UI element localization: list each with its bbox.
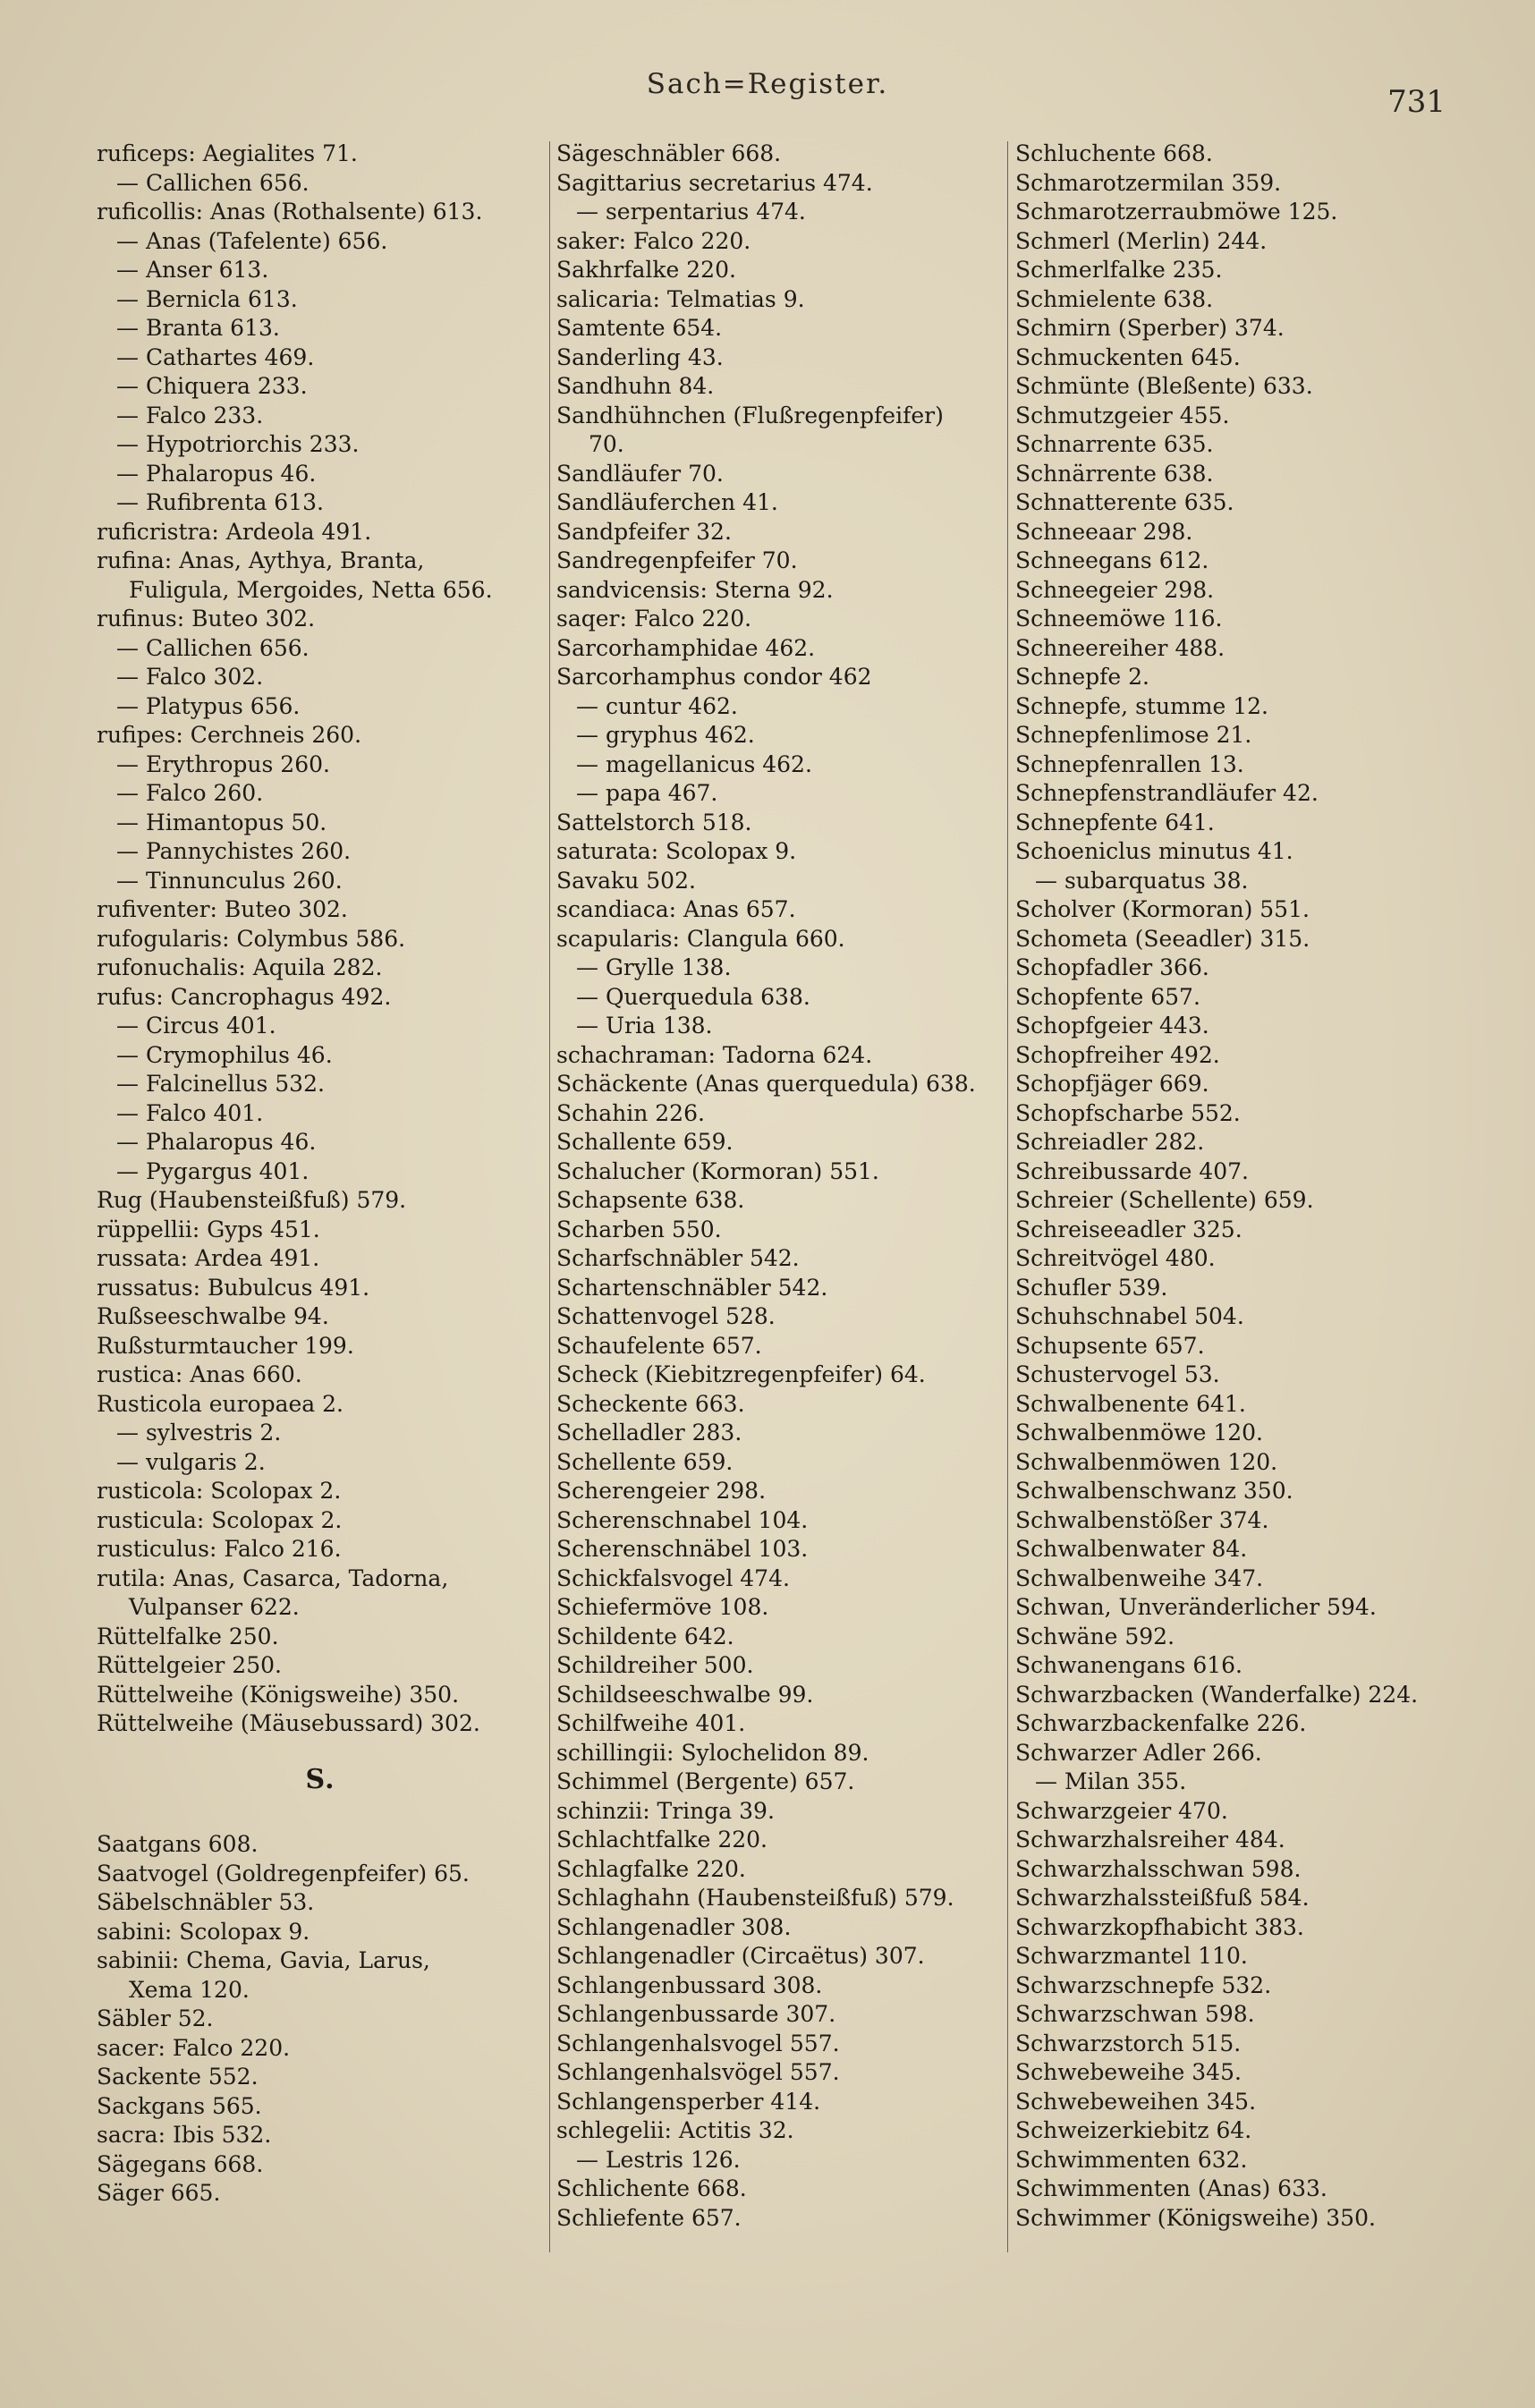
index-column-1 <box>97 140 544 2209</box>
index-entry: Schnarrente 635. <box>1015 431 1214 457</box>
index-subentry: — Himantopus 50. <box>116 809 327 835</box>
index-entry: Schimmel (Bergente) 657. <box>556 1768 855 1794</box>
index-entry: Rug (Haubensteißfuß) 579. <box>97 1187 407 1213</box>
column-rule <box>1007 141 1008 2252</box>
index-entry: rufogularis: Colymbus 586. <box>97 925 406 952</box>
index-entry: Schreibussarde 407. <box>1015 1157 1249 1184</box>
index-subentry: — Tinnunculus 260. <box>116 867 343 894</box>
index-entry: Schoeniclus minutus 41. <box>1015 838 1293 864</box>
index-entry: Sägegans 668. <box>97 2150 264 2177</box>
index-subentry: — papa 467. <box>576 780 718 806</box>
index-entry: Schopfadler 366. <box>1015 954 1209 980</box>
index-entry: Saatgans 608. <box>97 1831 259 1857</box>
index-entry: Schneeaar 298. <box>1015 518 1193 545</box>
index-entry: Schartenschnäbler 542. <box>556 1274 828 1301</box>
index-entry: russatus: Bubulcus 491. <box>97 1274 370 1301</box>
index-entry: Schopfgeier 443. <box>1015 1013 1209 1039</box>
index-entry: Sandhühnchen (Flußregenpfeifer) <box>556 402 944 428</box>
index-entry: Säbelschnäbler 53. <box>97 1889 315 1915</box>
index-entry: Schreier (Schellente) 659. <box>1015 1187 1314 1213</box>
index-entry: Schluchente 668. <box>1015 140 1213 166</box>
index-entry: Scherenschnabel 104. <box>556 1506 809 1533</box>
index-entry: ruficristra: Ardeola 491. <box>97 518 372 545</box>
index-entry: Schwimmenten 632. <box>1015 2146 1248 2173</box>
index-entry: rustica: Anas 660. <box>97 1361 302 1387</box>
index-entry: Schmarotzerraubmöwe 125. <box>1015 199 1338 225</box>
index-entry: Saatvogel (Goldregenpfeifer) 65. <box>97 1860 470 1887</box>
index-entry: saturata: Scolopax 9. <box>556 838 797 864</box>
index-entry: rutila: Anas, Casarca, Tadorna, <box>97 1564 449 1591</box>
index-entry: Schellente 659. <box>556 1448 734 1475</box>
index-subentry: — Branta 613. <box>116 315 280 341</box>
index-entry: Schopfjäger 669. <box>1015 1071 1209 1097</box>
index-entry: saker: Falco 220. <box>556 227 751 254</box>
index-entry: Schnepfe 2. <box>1015 664 1149 690</box>
index-entry: Schwarzkopfhabicht 383. <box>1015 1913 1304 1940</box>
index-entry: Schopfente 657. <box>1015 983 1200 1010</box>
index-entry: Schwimmer (Königsweihe) 350. <box>1015 2204 1376 2231</box>
index-entry: Schlangenadler 308. <box>556 1913 792 1940</box>
index-entry: Schwarzschnepfe 532. <box>1015 1971 1272 1998</box>
index-entry: Säbler 52. <box>97 2005 214 2031</box>
index-subentry: — Pannychistes 260. <box>116 838 352 864</box>
index-entry: salicaria: Telmatias 9. <box>556 285 805 312</box>
index-entry: Schmirn (Sperber) 374. <box>1015 315 1285 341</box>
index-entry: Schwalbenmöwe 120. <box>1015 1420 1263 1446</box>
index-entry: rufina: Anas, Aythya, Branta, <box>97 547 425 573</box>
index-subentry: — Crymophilus 46. <box>116 1041 333 1068</box>
index-subentry: — Callichen 656. <box>116 169 310 196</box>
index-entry: Sarcorhamphus condor 462 <box>556 664 872 690</box>
index-entry: Schuhschnabel 504. <box>1015 1303 1244 1329</box>
index-entry: Sackgans 565. <box>97 2092 262 2119</box>
index-entry: Schwalbenstößer 374. <box>1015 1506 1269 1533</box>
index-entry: Sandpfeifer 32. <box>556 518 732 545</box>
index-subentry: — Uria 138. <box>576 1013 713 1039</box>
index-entry: rufonuchalis: Aquila 282. <box>97 954 383 980</box>
index-entry: Schwarzbackenfalke 226. <box>1015 1710 1307 1736</box>
index-entry: Schreiseeadler 325. <box>1015 1216 1242 1242</box>
index-entry: Scheckente 663. <box>556 1390 745 1417</box>
index-subentry: — subarquatus 38. <box>1035 867 1249 894</box>
index-entry: Schildreiher 500. <box>556 1652 754 1678</box>
index-entry: Samtente 654. <box>556 315 723 341</box>
index-entry: Scharfschnäbler 542. <box>556 1245 800 1271</box>
index-entry: rüppellii: Gyps 451. <box>97 1216 320 1242</box>
index-entry: Schneereiher 488. <box>1015 634 1225 661</box>
index-entry-continuation: Fuligula, Mergoides, Netta 656. <box>129 576 493 603</box>
page-number: 731 <box>1387 84 1446 120</box>
index-subentry: — magellanicus 462. <box>576 750 812 777</box>
index-entry: Schnärrente 638. <box>1015 460 1214 487</box>
index-entry: Sakhrfalke 220. <box>556 257 736 283</box>
index-entry: Sandläuferchen 41. <box>556 489 778 515</box>
index-entry: Schlangenbussard 308. <box>556 1971 823 1998</box>
index-subentry: — Erythropus 260. <box>116 750 330 777</box>
index-entry: schachraman: Tadorna 624. <box>556 1041 873 1068</box>
index-entry: schinzii: Tringa 39. <box>556 1797 775 1824</box>
index-entry: Schlichente 668. <box>556 2175 747 2201</box>
index-entry: Schwarzbacken (Wanderfalke) 224. <box>1015 1681 1419 1708</box>
index-entry: Sandläufer 70. <box>556 460 724 487</box>
index-entry: rufus: Cancrophagus 492. <box>97 983 392 1010</box>
index-entry: Schmerl (Merlin) 244. <box>1015 227 1268 254</box>
index-subentry: — Anas (Tafelente) 656. <box>116 227 388 254</box>
index-entry: Schnepfenrallen 13. <box>1015 750 1244 777</box>
section-letter: S. <box>305 1763 335 1795</box>
index-subentry: — Grylle 138. <box>576 954 732 980</box>
index-entry: Schwalbenweihe 347. <box>1015 1564 1264 1591</box>
index-entry: Schwarzschwan 598. <box>1015 2001 1255 2027</box>
index-entry: Schwarzmantel 110. <box>1015 1943 1248 1969</box>
index-subentry: — vulgaris 2. <box>116 1448 266 1475</box>
index-entry: Schlachtfalke 220. <box>556 1827 768 1853</box>
index-entry: Scholver (Kormoran) 551. <box>1015 896 1310 922</box>
index-entry: Schwalbenschwanz 350. <box>1015 1478 1293 1504</box>
index-entry-continuation: 70. <box>589 431 624 457</box>
index-entry: Schildseeschwalbe 99. <box>556 1681 814 1708</box>
index-column-2 <box>556 140 1004 2233</box>
index-entry: Rusticola europaea 2. <box>97 1390 344 1417</box>
index-entry: sabini: Scolopax 9. <box>97 1918 310 1945</box>
index-entry: Schelladler 283. <box>556 1420 742 1446</box>
index-entry: Schwimmenten (Anas) 633. <box>1015 2175 1327 2201</box>
index-entry: Schnepfente 641. <box>1015 809 1215 835</box>
index-entry: Schwarzhalsschwan 598. <box>1015 1855 1302 1882</box>
index-entry: Schlagfalke 220. <box>556 1855 746 1882</box>
index-entry: Sattelstorch 518. <box>556 809 752 835</box>
index-entry: Rüttelweihe (Königsweihe) 350. <box>97 1681 460 1708</box>
index-entry: Schickfalsvogel 474. <box>556 1564 790 1591</box>
index-column-3 <box>1015 140 1463 2233</box>
column-rule <box>549 141 550 2252</box>
index-entry: Schwalbenente 641. <box>1015 1390 1246 1417</box>
index-entry: schillingii: Sylochelidon 89. <box>556 1739 869 1766</box>
index-subentry: — Platypus 656. <box>116 692 301 719</box>
index-entry: sacra: Ibis 532. <box>97 2122 272 2148</box>
index-entry: rusticulus: Falco 216. <box>97 1536 342 1562</box>
index-entry: Schometa (Seeadler) 315. <box>1015 925 1310 952</box>
index-subentry: — Bernicla 613. <box>116 285 298 312</box>
index-entry: Schmünte (Bleßente) 633. <box>1015 373 1313 399</box>
index-entry: Schlangenbussarde 307. <box>556 2001 836 2027</box>
index-entry: Schwarzer Adler 266. <box>1015 1739 1262 1766</box>
index-subentry: — sylvestris 2. <box>116 1420 282 1446</box>
index-entry: rufiventer: Buteo 302. <box>97 896 348 922</box>
index-entry: Schwarzhalssteißfuß 584. <box>1015 1885 1310 1911</box>
index-entry: sabinii: Chema, Gavia, Larus, <box>97 1947 430 1973</box>
index-entry: Schwalbenwater 84. <box>1015 1536 1248 1562</box>
index-entry: Schwarzgeier 470. <box>1015 1797 1228 1824</box>
index-entry: Schwanengans 616. <box>1015 1652 1242 1678</box>
index-entry: Sägeschnäbler 668. <box>556 140 782 166</box>
index-entry: saqer: Falco 220. <box>556 606 752 632</box>
index-entry-continuation: Xema 120. <box>129 1976 250 2003</box>
index-entry: Sackente 552. <box>97 2064 259 2090</box>
index-entry: ruficeps: Aegialites 71. <box>97 140 358 166</box>
index-entry: Schreiadler 282. <box>1015 1129 1205 1155</box>
index-entry: Sanderling 43. <box>556 343 724 370</box>
index-entry: schlegelii: Actitis 32. <box>556 2117 794 2143</box>
index-entry: Rüttelweihe (Mäusebussard) 302. <box>97 1710 480 1736</box>
index-entry: Schmerlfalke 235. <box>1015 257 1223 283</box>
index-entry: Rußsturmtaucher 199. <box>97 1332 354 1359</box>
index-entry: Schwarzhalsreiher 484. <box>1015 1827 1285 1853</box>
index-entry: Schattenvogel 528. <box>556 1303 776 1329</box>
index-subentry: — Phalaropus 46. <box>116 460 317 487</box>
index-entry: russata: Ardea 491. <box>97 1245 320 1271</box>
index-subentry: — Pygargus 401. <box>116 1157 310 1184</box>
index-entry: Rüttelfalke 250. <box>97 1623 279 1649</box>
index-subentry: — cuntur 462. <box>576 692 738 719</box>
index-entry: Schlangensperber 414. <box>556 2088 821 2115</box>
index-entry: scapularis: Clangula 660. <box>556 925 845 952</box>
index-subentry: — Callichen 656. <box>116 634 310 661</box>
index-entry: Schneegans 612. <box>1015 547 1209 573</box>
index-entry: Schäckente (Anas querquedula) 638. <box>556 1071 976 1097</box>
index-subentry: — Hypotriorchis 233. <box>116 431 360 457</box>
index-entry: Säger 665. <box>97 2180 221 2206</box>
index-subentry: — Rufibrenta 613. <box>116 489 324 515</box>
index-entry: Schustervogel 53. <box>1015 1361 1220 1387</box>
index-entry: Schneegeier 298. <box>1015 576 1215 603</box>
index-entry: Rüttelgeier 250. <box>97 1652 282 1678</box>
index-subentry: — serpentarius 474. <box>576 199 806 225</box>
index-entry-continuation: Vulpanser 622. <box>129 1594 300 1620</box>
index-entry: Schapsente 638. <box>556 1187 745 1213</box>
index-entry: Scharben 550. <box>556 1216 722 1242</box>
index-subentry: — Lestris 126. <box>576 2146 741 2173</box>
index-entry: Schallente 659. <box>556 1129 734 1155</box>
index-subentry: — Querquedula 638. <box>576 983 810 1010</box>
running-head: Sach=Register. <box>646 68 889 100</box>
index-entry: Schiefermöve 108. <box>556 1594 769 1620</box>
index-entry: Schahin 226. <box>556 1099 705 1126</box>
index-entry: Scheck (Kiebitzregenpfeifer) 64. <box>556 1361 926 1387</box>
index-entry: Schmarotzermilan 359. <box>1015 169 1282 196</box>
index-subentry: — Anser 613. <box>116 257 269 283</box>
index-subentry: — Milan 355. <box>1035 1768 1187 1794</box>
index-entry: Savaku 502. <box>556 867 696 894</box>
index-entry: Schnepfenlimose 21. <box>1015 722 1252 748</box>
index-entry: Schlangenadler (Circaëtus) 307. <box>556 1943 925 1969</box>
index-entry: Schneemöwe 116. <box>1015 606 1223 632</box>
index-entry: Schalucher (Kormoran) 551. <box>556 1157 879 1184</box>
index-entry: Schildente 642. <box>556 1623 734 1649</box>
index-entry: Schwebeweihe 345. <box>1015 2059 1242 2085</box>
index-entry: Sandhuhn 84. <box>556 373 715 399</box>
index-entry: Schwalbenmöwen 120. <box>1015 1448 1278 1475</box>
index-entry: Schopfscharbe 552. <box>1015 1099 1241 1126</box>
index-entry: Schaufelente 657. <box>556 1332 762 1359</box>
index-subentry: — Cathartes 469. <box>116 343 315 370</box>
index-entry: rusticola: Scolopax 2. <box>97 1478 342 1504</box>
index-entry: Schmielente 638. <box>1015 285 1214 312</box>
index-entry: Schlangenhalsvögel 557. <box>556 2059 840 2085</box>
index-subentry: — Falco 302. <box>116 664 264 690</box>
index-entry: Schlaghahn (Haubensteißfuß) 579. <box>556 1885 954 1911</box>
index-entry: sacer: Falco 220. <box>97 2034 291 2061</box>
index-entry: Schupsente 657. <box>1015 1332 1205 1359</box>
index-entry: Schwarzstorch 515. <box>1015 2030 1242 2056</box>
index-entry: Schnepfenstrandläufer 42. <box>1015 780 1319 806</box>
index-entry: Sarcorhamphidae 462. <box>556 634 816 661</box>
index-entry: Scherenschnäbel 103. <box>556 1536 809 1562</box>
index-entry: Schmuckenten 645. <box>1015 343 1241 370</box>
index-entry: Sandregenpfeifer 70. <box>556 547 798 573</box>
index-entry: Schopfreiher 492. <box>1015 1041 1220 1068</box>
index-entry: Schwebeweihen 345. <box>1015 2088 1257 2115</box>
index-entry: Schmutzgeier 455. <box>1015 402 1230 428</box>
index-entry: Scherengeier 298. <box>556 1478 767 1504</box>
index-entry: rufinus: Buteo 302. <box>97 606 316 632</box>
index-entry: Schwäne 592. <box>1015 1623 1175 1649</box>
index-subentry: — gryphus 462. <box>576 722 755 748</box>
index-entry: Schnatterente 635. <box>1015 489 1234 515</box>
index-subentry: — Falco 260. <box>116 780 264 806</box>
index-entry: scandiaca: Anas 657. <box>556 896 796 922</box>
index-subentry: — Circus 401. <box>116 1013 276 1039</box>
index-entry: Schilfweihe 401. <box>556 1710 746 1736</box>
index-subentry: — Phalaropus 46. <box>116 1129 317 1155</box>
index-entry: Schlangenhalsvogel 557. <box>556 2030 840 2056</box>
index-entry: rufipes: Cerchneis 260. <box>97 722 362 748</box>
index-subentry: — Falcinellus 532. <box>116 1071 325 1097</box>
index-entry: Schnepfe, stumme 12. <box>1015 692 1268 719</box>
index-entry: rusticula: Scolopax 2. <box>97 1506 343 1533</box>
index-entry: sandvicensis: Sterna 92. <box>556 576 834 603</box>
index-entry: Schweizerkiebitz 64. <box>1015 2117 1252 2143</box>
index-entry: Schwan, Unveränderlicher 594. <box>1015 1594 1377 1620</box>
index-entry: Schliefente 657. <box>556 2204 742 2231</box>
index-entry: Rußseeschwalbe 94. <box>97 1303 329 1329</box>
index-entry: Sagittarius secretarius 474. <box>556 169 873 196</box>
index-subentry: — Falco 401. <box>116 1099 264 1126</box>
index-entry: Schreitvögel 480. <box>1015 1245 1216 1271</box>
index-entry: ruficollis: Anas (Rothalsente) 613. <box>97 199 483 225</box>
index-subentry: — Falco 233. <box>116 402 264 428</box>
index-subentry: — Chiquera 233. <box>116 373 308 399</box>
index-entry: Schufler 539. <box>1015 1274 1168 1301</box>
